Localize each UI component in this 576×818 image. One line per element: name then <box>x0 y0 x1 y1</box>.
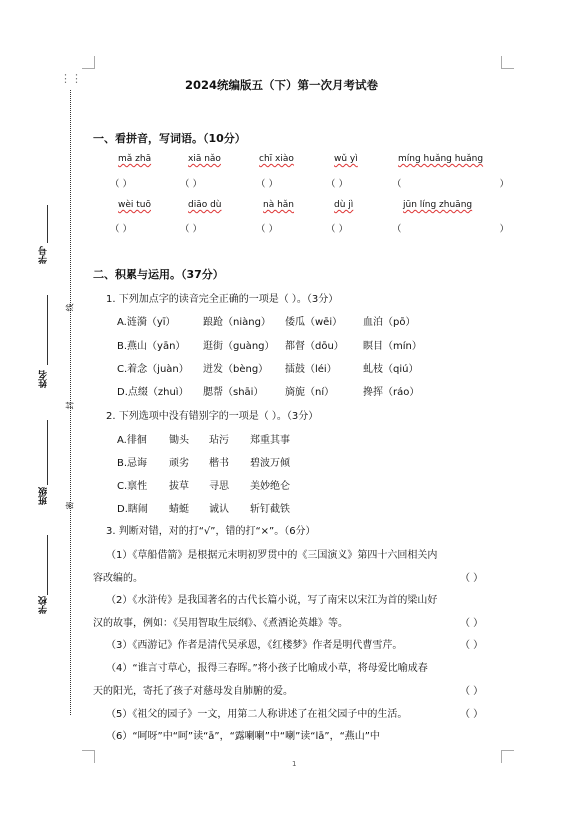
answer-paren[interactable]: （ ） <box>460 640 484 651</box>
option-item: 寻思 <box>209 481 229 492</box>
judgement-line: （1）《草船借箭》是根据元末明初罗贯中的《三国演义》第四十六回相关内 <box>106 550 438 561</box>
option-item: D.瞎闹 <box>117 504 148 515</box>
fill-line <box>47 420 48 485</box>
answer-blank[interactable]: （ ） <box>180 224 203 235</box>
option-item: C.禀性 <box>117 481 148 492</box>
school-label: 学校 <box>39 596 49 614</box>
page-title: 2024统编版五（下）第一次月考试卷 <box>185 78 379 92</box>
pinyin: wǔ yì <box>334 154 358 164</box>
judgement-line: 汉的故事，例如：《吴用智取生辰纲》、《煮酒论英雄》等。 <box>93 618 348 629</box>
answer-blank-wide[interactable]: （ ） <box>392 224 510 235</box>
pinyin: dù jì <box>334 200 354 210</box>
option-item: 蜻蜓 <box>169 504 189 515</box>
fill-line <box>47 295 48 365</box>
answer-paren[interactable]: （ ） <box>460 709 484 720</box>
option-item: 倭瓜（wēi） <box>285 317 343 328</box>
crop-mark <box>82 750 95 763</box>
option-item: 血泊（pō） <box>363 317 416 328</box>
pinyin: chī xiào <box>259 154 294 164</box>
pinyin: mǎ zhā <box>118 154 152 164</box>
pinyin: diāo dù <box>188 200 222 210</box>
option-item: 腮帮（shāi） <box>203 387 264 398</box>
option-item: 都督（dōu） <box>285 341 344 352</box>
answer-blank[interactable]: （ ） <box>256 224 279 235</box>
pinyin: míng huǎng huǎng <box>398 154 484 164</box>
judgement-line: （4）“谁言寸草心，报得三春晖。”将小孩子比喻成小草，将母爱比喻成春 <box>106 663 428 674</box>
judgement-line: （5）《祖父的园子》一文，用第二人称讲述了在祖父园子中的生活。 <box>106 709 408 720</box>
option-item: 诚认 <box>209 504 229 515</box>
option-item: 碧波万倾 <box>250 458 290 469</box>
option-item: D.点缀（zhuì） <box>117 387 189 398</box>
pinyin: wèi tuō <box>118 200 151 210</box>
answer-blank[interactable]: （ ） <box>256 179 279 190</box>
option-item: 逛街（guàng） <box>203 341 275 352</box>
option-item: 锄头 <box>169 435 189 446</box>
option-item: 擂鼓（léi） <box>285 364 337 375</box>
section-heading: 一、看拼音，写词语。（10分） <box>93 132 246 145</box>
fill-line <box>47 535 48 595</box>
crop-mark <box>501 56 514 69</box>
answer-paren[interactable]: （ ） <box>460 686 484 697</box>
drag-handle-icon[interactable]: ⋮⋮ <box>60 72 82 85</box>
pinyin: xiā nǎo <box>188 154 221 164</box>
student-id-label: 学号 <box>39 246 49 264</box>
binding-mark: 封 <box>65 401 75 410</box>
crop-mark <box>501 750 514 763</box>
option-item: 斩钉截铁 <box>250 504 290 515</box>
section-heading: 二、积累与运用。（37分） <box>93 268 224 281</box>
answer-blank[interactable]: （ ） <box>326 224 349 235</box>
option-item: 搀挥（ráo） <box>363 387 420 398</box>
name-label: 姓名 <box>39 370 49 388</box>
option-item: 美妙绝仑 <box>250 481 290 492</box>
option-item: 楷书 <box>209 458 229 469</box>
option-item: B.燕山（yān） <box>117 341 186 352</box>
binding-mark: 线 <box>65 303 75 312</box>
answer-blank[interactable]: （ ） <box>180 179 203 190</box>
option-item: 顽劣 <box>169 458 189 469</box>
option-item: 玷污 <box>209 435 229 446</box>
judgement-line: （3）《西游记》作者是清代吴承恩，《红楼梦》作者是明代曹雪芹。 <box>106 640 403 651</box>
option-item: 虬枝（qiú） <box>363 364 419 375</box>
question-stem: 2. 下列选项中没有错别字的一项是（ ）。（3分） <box>106 411 319 422</box>
answer-blank[interactable]: （ ） <box>110 179 133 190</box>
option-item: 踉跄（niàng） <box>203 317 271 328</box>
judgement-line: （6）“呵呀”中“呵”读“ā”，“露喇喇”中“喇”读“lā”，“燕山”中 <box>106 731 380 742</box>
option-item: B.忌诲 <box>117 458 148 469</box>
option-item: 迸发（bèng） <box>203 364 269 375</box>
page-number: 1 <box>292 760 297 768</box>
answer-blank[interactable]: （ ） <box>326 179 349 190</box>
answer-blank[interactable]: （ ） <box>110 224 133 235</box>
option-item: 旖旎（ní） <box>285 387 335 398</box>
question-stem: 1. 下列加点字的读音完全正确的一项是（ ）。（3分） <box>106 294 339 305</box>
pinyin: jūn líng zhuāng <box>403 200 473 210</box>
crop-mark <box>82 56 95 69</box>
class-label: 班级 <box>39 487 49 505</box>
option-item: 拔草 <box>169 481 189 492</box>
answer-blank-wide[interactable]: （ ） <box>392 179 510 190</box>
option-item: A.徘徊 <box>117 435 147 446</box>
option-item: C.着念（juàn） <box>117 364 189 375</box>
option-item: 郑重其事 <box>250 435 290 446</box>
answer-paren[interactable]: （ ） <box>460 618 484 629</box>
fill-line <box>47 205 48 243</box>
question-stem: 3. 判断对错，对的打“√”，错的打“×”。（6分） <box>106 526 316 537</box>
judgement-line: 容改编的。 <box>93 573 143 584</box>
answer-paren[interactable]: （ ） <box>460 573 484 584</box>
judgement-line: 天的阳光，寄托了孩子对慈母发自肺腑的爱。 <box>93 686 293 697</box>
option-item: 瞑目（mín） <box>363 341 422 352</box>
judgement-line: （2）《水浒传》是我国著名的古代长篇小说，写了南宋以宋江为首的梁山好 <box>106 595 438 606</box>
option-item: A.涟漪（yī） <box>117 317 176 328</box>
pinyin: nà hǎn <box>263 200 295 210</box>
binding-mark: 密 <box>65 501 75 510</box>
